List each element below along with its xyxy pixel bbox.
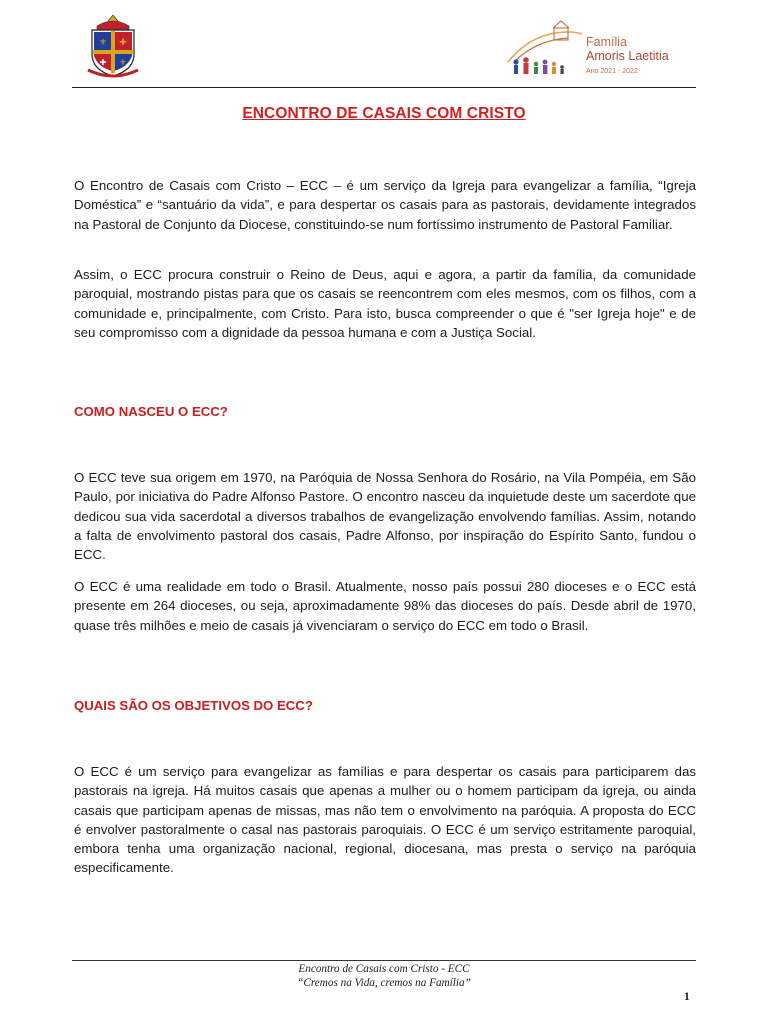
section-heading-origin: COMO NASCEU O ECC? (74, 404, 228, 419)
amoris-laetitia-logo (502, 18, 702, 84)
paragraph-objectives: O ECC é um serviço para evangelizar as famílias e para despertar os casais para participarem das pastorais na igreja. Há muitos casais que apenas a mulher ou o homem participam da igreja, ou ainda casais que participam apenas de missas, mas não tem o envolvimento na paróquia. A proposta do ECC é envolver pastoralmente o casal nas pastorais paroquiais. O ECC é um serviço estritamente paroquial, embora tenha uma organização nacional, regional, diocesana, mas presta o serviço na paróquia especificamente. (74, 764, 696, 876)
paragraph-origin: O ECC teve sua origem em 1970, na Paróquia de Nossa Senhora do Rosário, na Vila Pompéia, em São Paulo, por iniciativa do Padre Alfonso Pastore. O encontro nasceu da inquietude deste um sacerdote que dedicou sua vida sacerdotal a diversos trabalhos de evangelização envolvendo famílias. Assim, notando a falta de envolvimento pastoral dos casais, Padre Alfonso, por inspiração do Espírito Santo, fundou o ECC. (74, 470, 696, 563)
header-divider (72, 87, 696, 88)
paragraph-reino: Assim, o ECC procura construir o Reino de Deus, aqui e agora, a partir da família, da comunidade paroquial, mostrando pistas para que os casais se reencontrem com eles mesmos, com os filhos, com a comunidade e, principalmente, com Cristo. Para isto, busca compreender o que é "ser Igreja hoje" e de seu compromisso com a dignidade da pessoa humana e com a Justiça Social. (74, 267, 696, 340)
footer-line1: Encontro de Casais com Cristo - ECC (298, 963, 470, 975)
svg-text:✚: ✚ (99, 58, 107, 67)
footer-line2: “Cremos na Vida, cremos na Família” (297, 977, 471, 989)
amoris-line2: Amoris Laetitia (586, 49, 669, 63)
section-heading-objectives: QUAIS SÃO OS OBJETIVOS DO ECC? (74, 698, 313, 713)
svg-text:⚜: ⚜ (98, 38, 108, 48)
amoris-line1: Família (586, 35, 627, 49)
svg-text:✚: ✚ (119, 38, 127, 48)
paragraph-brasil: O ECC é uma realidade em todo o Brasil. Atualmente, nosso país possui 280 dioceses e o ECC está presente em 264 dioceses, ou seja, aproximadamente 98% das dioceses do país. Desde abril de 1970, quase três milhões e meio de casais já vivenciaram o serviço do ECC em todo o Brasil. (74, 579, 696, 633)
page-number: 1 (684, 991, 690, 1003)
document-title: ENCONTRO DE CASAIS COM CRISTO (242, 105, 526, 122)
paragraph-intro: O Encontro de Casais com Cristo – ECC – é um serviço da Igreja para evangelizar a família, “Igreja Doméstica” e “santuário da vida”, e para despertar os casais para as pastorais, devidamente integrados na Pastoral de Conjunto da Diocese, constituindo-se num fortíssimo instrumento de Pastoral Familiar. (74, 178, 696, 232)
amoris-line3: Ano 2021 - 2022 (586, 68, 638, 75)
family-church-emblem-icon (502, 18, 588, 84)
svg-text:⚜: ⚜ (119, 58, 127, 67)
diocese-crest-icon (84, 14, 142, 80)
footer-divider (72, 960, 696, 961)
